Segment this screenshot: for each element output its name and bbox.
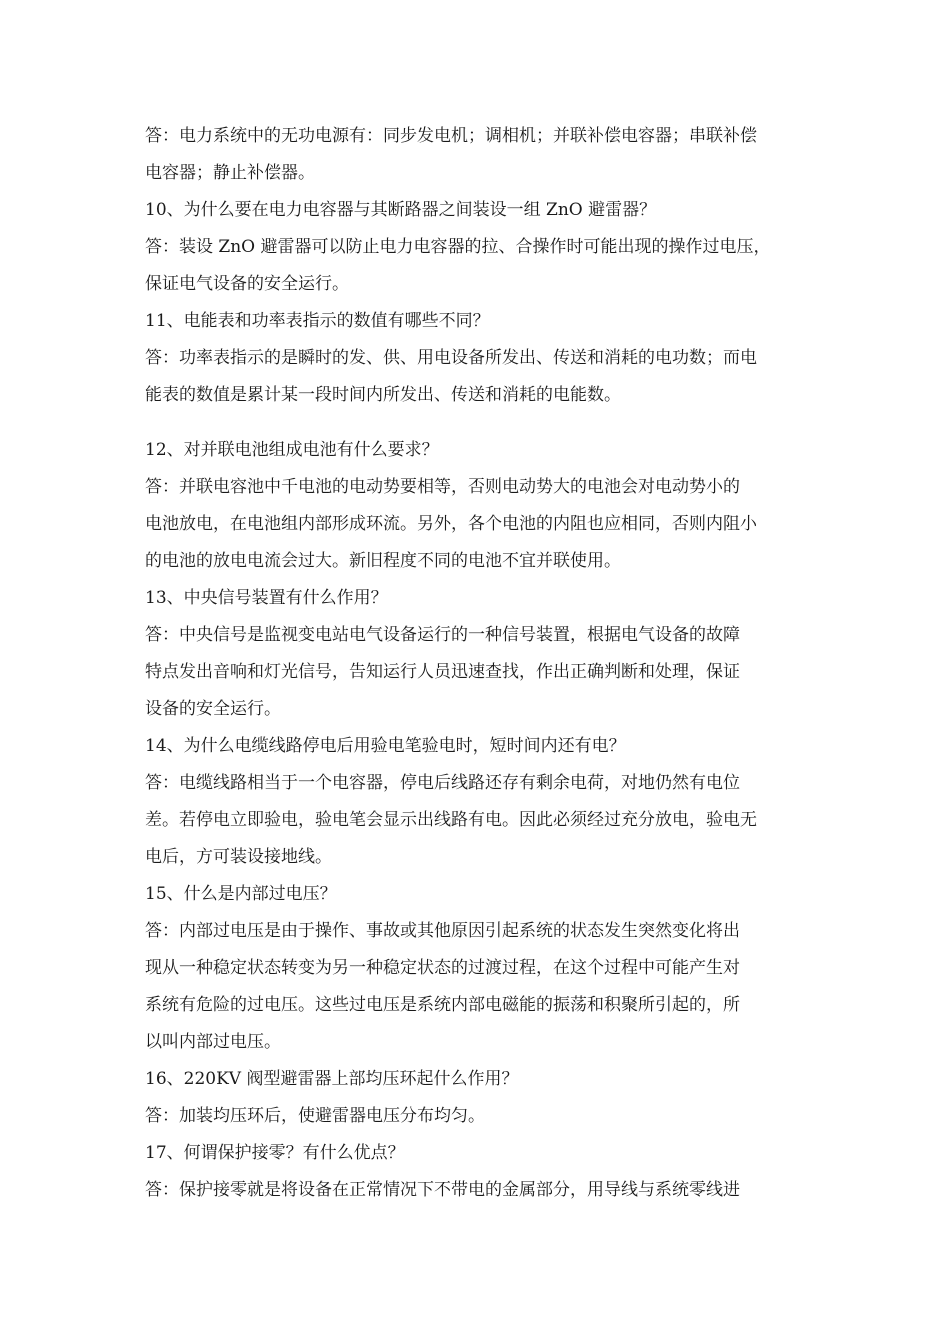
question-12: 12、对并联电池组成电池有什么要求？ [145, 440, 439, 460]
answer-text: 差。若停电立即验电，验电笔会显示出线路有电。因此必须经过充分放电，验电无 [145, 810, 757, 830]
answer-text: 答：并联电容池中千电池的电动势要相等，否则电动势大的电池会对电动势小的 [145, 477, 740, 497]
answer-text: 答：加装均压环后，使避雷器电压分布均匀。 [145, 1106, 485, 1126]
answer-text: 保证电气设备的安全运行。 [145, 274, 349, 294]
answer-text: 设备的安全运行。 [145, 699, 281, 719]
answer-text: 答：装设 ZnO 避雷器可以防止电力电容器的拉、合操作时可能出现的操作过电压， [145, 237, 771, 257]
answer-text: 答：电力系统中的无功电源有：同步发电机；调相机；并联补偿电容器；串联补偿 [145, 126, 757, 146]
question-10: 10、为什么要在电力电容器与其断路器之间装设一组 ZnO 避雷器？ [145, 200, 657, 220]
document-body [145, 118, 825, 1209]
question-15: 15、什么是内部过电压？ [145, 884, 337, 904]
question-13: 13、中央信号装置有什么作用？ [145, 588, 388, 608]
answer-text: 以叫内部过电压。 [145, 1032, 281, 1052]
answer-text: 答：中央信号是监视变电站电气设备运行的一种信号装置，根据电气设备的故障 [145, 625, 740, 645]
question-14: 14、为什么电缆线路停电后用验电笔验电时，短时间内还有电？ [145, 736, 626, 756]
answer-text: 特点发出音响和灯光信号，告知运行人员迅速查找，作出正确判断和处理，保证 [145, 662, 740, 682]
answer-text: 电后，方可装设接地线。 [145, 847, 332, 867]
answer-text: 能表的数值是累计某一段时间内所发出、传送和消耗的电能数。 [145, 385, 621, 405]
answer-text: 答：功率表指示的是瞬时的发、供、用电设备所发出、传送和消耗的电功数；而电 [145, 348, 757, 368]
question-11: 11、电能表和功率表指示的数值有哪些不同？ [145, 311, 490, 331]
answer-text: 答：电缆线路相当于一个电容器，停电后线路还存有剩余电荷，对地仍然有电位 [145, 773, 740, 793]
answer-text: 的电池的放电电流会过大。新旧程度不同的电池不宜并联使用。 [145, 551, 621, 571]
answer-text: 答：内部过电压是由于操作、事故或其他原因引起系统的状态发生突然变化将出 [145, 921, 740, 941]
answer-text: 现从一种稳定状态转变为另一种稳定状态的过渡过程，在这个过程中可能产生对 [145, 958, 740, 978]
answer-text: 电池放电，在电池组内部形成环流。另外，各个电池的内阻也应相同，否则内阻小 [145, 514, 757, 534]
answer-text: 电容器；静止补偿器。 [145, 163, 315, 183]
paragraph-gap [145, 414, 825, 432]
answer-text: 答：保护接零就是将设备在正常情况下不带电的金属部分，用导线与系统零线进 [145, 1180, 740, 1200]
answer-text: 系统有危险的过电压。这些过电压是系统内部电磁能的振荡和积聚所引起的，所 [145, 995, 740, 1015]
question-17: 17、何谓保护接零？有什么优点？ [145, 1143, 405, 1163]
question-16: 16、220KV 阀型避雷器上部均压环起什么作用？ [145, 1069, 519, 1089]
